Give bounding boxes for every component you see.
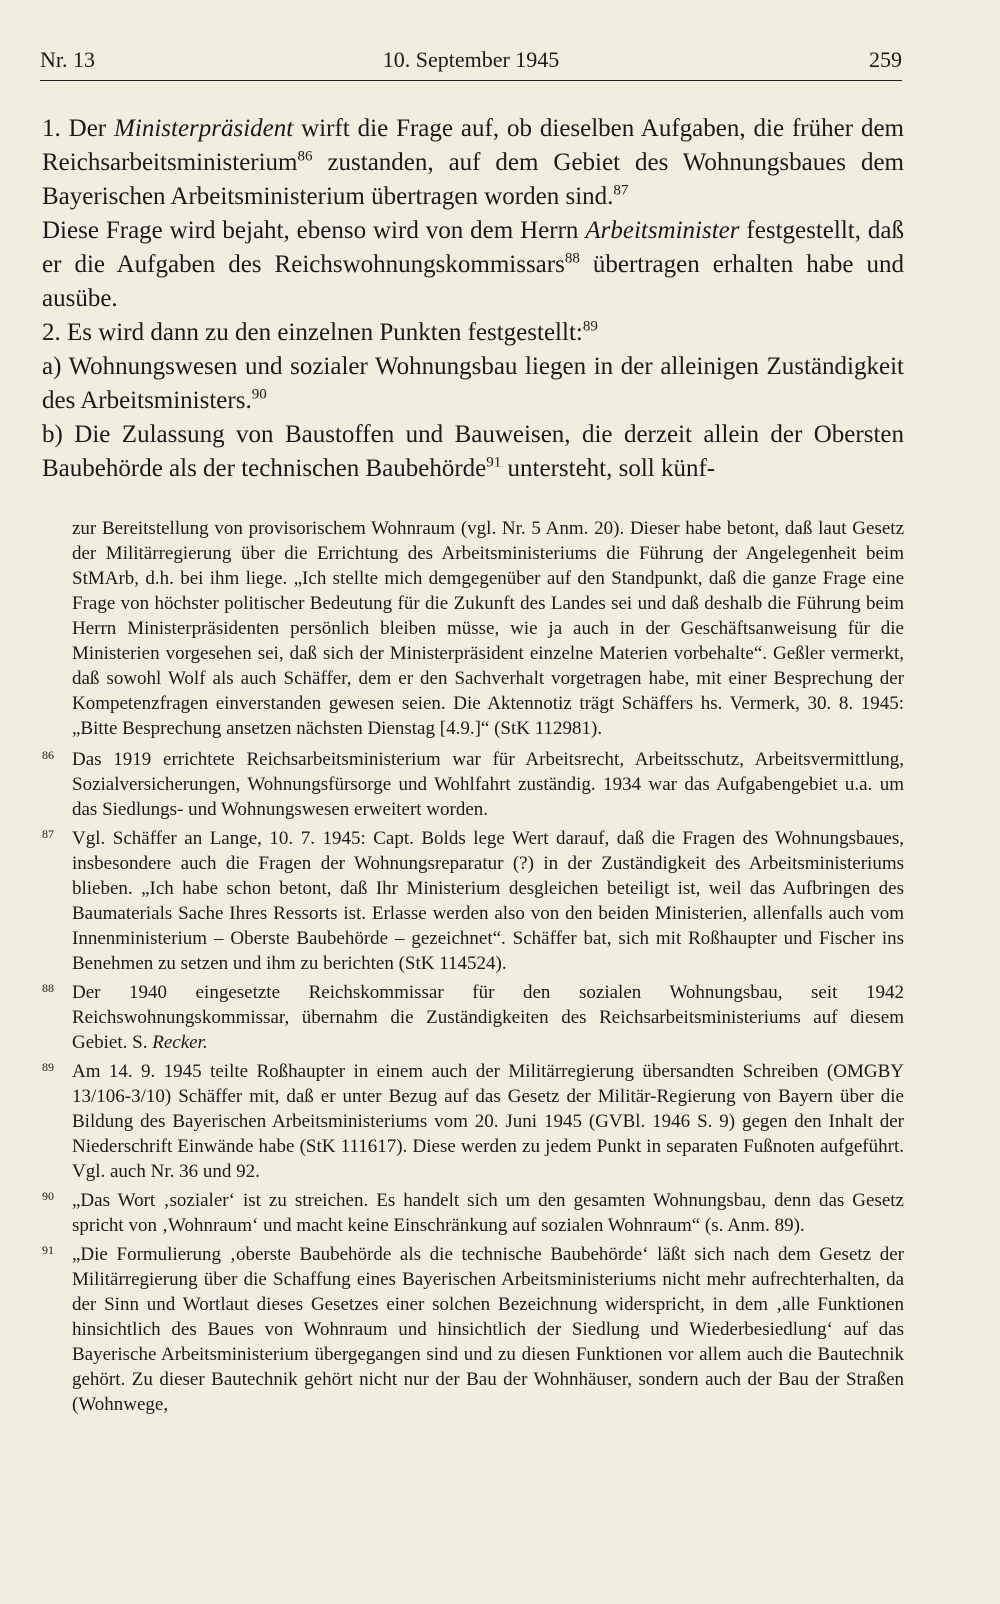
paragraph-1: 1. Der Ministerpräsident wirft die Frage auf, ob dieselben Aufgaben, die früher dem Reichsarbeitsministerium$^{86}$ zustanden, auf dem Gebiet des Wohnungsbaues dem Bayerischen Arbeitsministerium übertragen worden sind.$^{87}$ xyxy=(42,115,904,210)
running-header xyxy=(40,44,902,76)
footnote-number: 86 xyxy=(42,748,54,762)
footnote-text: Vgl. Schäffer an Lange, 10. 7. 1945: Capt. Bolds lege Wert darauf, daß die Fragen des Wohnungsbaues, insbesondere auch die Fragen der Wohnungsreparatur (?) in der Zuständigkeit des Arbeitsministeriums blieben. „Ich habe schon betont, daß Ihr Ministerium desgleichen beteiligt ist, weil das Aufbringen des Baumaterials Sache Ihres Ressorts ist. Erlasse werden also von den beiden Ministerien, allenfalls auch vom Innenministerium – Oberste Baubehörde – gezeichnet“. Schäffer bat, sich mit Roßhaupter und Fischer ins Benehmen zu setzen und ihm zu berichten (StK 114524). xyxy=(72,828,904,974)
footnotes xyxy=(42,516,904,1421)
emphasis: Arbeitsminister xyxy=(585,217,740,244)
paragraph-5: b) Die Zulassung von Baustoffen und Bauweisen, die derzeit allein der Obersten Baubehörde als der technischen Baubehörde$^{91}$ untersteht, soll künf- xyxy=(42,421,904,482)
footnote-86 xyxy=(42,747,904,822)
footnote-ref: 87 xyxy=(613,182,629,199)
footnote-text: „Das Wort ‚sozialer‘ ist zu streichen. Es handelt sich um den gesamten Wohnungsbau, denn das Gesetz spricht von ‚Wohnraum‘ und macht keine Einschränkung auf sozialen Wohnraum“ (s. Anm. 89). xyxy=(72,1190,904,1236)
footnote-text: Der 1940 eingesetzte Reichskommissar für den sozialen Wohnungsbau, seit 1942 Reichswohnungskommissar, übernahm die Zuständigkeiten des Reichsarbeitsministeriums auf diesem Gebiet. S. xyxy=(72,982,904,1053)
footnote-89 xyxy=(42,1059,904,1184)
paragraph-4: a) Wohnungswesen und sozialer Wohnungsbau liegen in der alleinigen Zuständigkeit des Arbeitsministers.$^{90}$ xyxy=(42,353,904,414)
footnote-88 xyxy=(42,980,904,1055)
footnote-91 xyxy=(42,1242,904,1417)
footnote-emphasis: Recker. xyxy=(152,1032,208,1053)
footnote-87 xyxy=(42,826,904,976)
footnote-ref: 88 xyxy=(564,250,580,267)
emphasis: Ministerpräsident xyxy=(114,115,294,142)
footnote-number: 88 xyxy=(42,981,54,995)
footnote-number: 87 xyxy=(42,827,54,841)
footnote-text: „Die Formulierung ‚oberste Baubehörde als die technische Baubehörde‘ läßt sich nach dem Gesetz der Militärregierung über die Schaffung eines Bayerischen Arbeitsministeriums nicht mehr aufrechterhalten, da der Sinn und Wortlaut dieses Gesetzes einer solchen Bezeichnung widerspricht, in dem ‚alle Funktionen hinsichtlich des Baues von Wohnraum und hinsichtlich der Siedlung und Wiederbesiedlung‘ auf das Bayerische Arbeitsministerium übergegangen sind und zu diesen Funktionen vor allem auch die Bautechnik gehört. Zu dieser Bautechnik gehört nicht nur der Bau der Wohnhäuser, sondern auch der Bau der Straßen (Wohnwege, xyxy=(72,1244,904,1415)
page-number: 259 xyxy=(869,47,902,72)
footnote-ref: 91 xyxy=(486,454,502,471)
footnote-number: 89 xyxy=(42,1060,54,1074)
footnote-ref: 89 xyxy=(582,318,598,335)
header-rule xyxy=(40,80,902,81)
paragraph-2: Diese Frage wird bejaht, ebenso wird von dem Herrn Arbeitsminister festgestellt, daß er die Aufgaben des Reichswohnungskommissars$^{88}$ übertragen erhalten habe und ausübe. xyxy=(42,217,904,312)
footnote-ref: 90 xyxy=(251,386,267,403)
paragraph-3: 2. Es wird dann zu den einzelnen Punkten festgestellt:$^{89}$ xyxy=(42,318,598,346)
document-number: Nr. 13 xyxy=(40,47,95,72)
footnote-text: Das 1919 errichtete Reichsarbeitsministerium war für Arbeitsrecht, Arbeitsschutz, Arbeitsvermittlung, Sozialversicherungen, Wohnungsfürsorge und Wohlfahrt zuständig. 1934 war das Aufgabengebiet u.a. um das Siedlungs- und Wohnungswesen erweitert worden. xyxy=(72,749,904,820)
footnote-number: 90 xyxy=(42,1189,54,1203)
footnote-ref: 86 xyxy=(297,148,313,165)
main-text xyxy=(42,112,904,486)
footnote-90 xyxy=(42,1188,904,1238)
footnote-continuation: zur Bereitstellung von provisorischem Wohnraum (vgl. Nr. 5 Anm. 20). Dieser habe betont, daß laut Gesetz der Militärregierung über die Errichtung des Arbeitsministeriums die Führung der Angelegenheit beim StMArb, d.h. bei ihm liege. „Ich stellte mich demgegenüber auf den Standpunkt, daß die ganze Frage eine Frage von höchster politischer Bedeutung für die Zukunft des Landes sei und daß deshalb die Führung beim Herrn Ministerpräsidenten persönlich bleiben müsse, wie ja auch in der Geschäftsanweisung für die Ministerien vorgesehen sei, daß sich der Ministerpräsident einzelne Materien vorbehalte“. Geßler vermerkt, daß sowohl Wolf als auch Schäffer, dem er den Sachverhalt vorgetragen habe, mit einer Besprechung der Kompetenzfragen einverstanden gewesen seien. Die Aktennotiz trägt Schäffers hs. Vermerk, 30. 8. 1945: „Bitte Besprechung ansetzen nächsten Dienstag [4.9.]“ (StK 112981). xyxy=(72,518,904,739)
footnote-text: Am 14. 9. 1945 teilte Roßhaupter in einem auch der Militärregierung übersandten Schreiben (OMGBY 13/106-3/10) Schäffer mit, daß er unter Bezug auf das Gesetz der Militär-Regierung von Bayern über die Bildung des Bayerischen Arbeitsministeriums vom 20. Juni 1945 (GVBl. 1946 S. 9) gegen den Inhalt der Niederschrift Einwände habe (StK 111617). Diese werden zu jedem Punkt in separaten Fußnoten aufgeführt. Vgl. auch Nr. 36 und 92. xyxy=(72,1061,904,1182)
footnote-number: 91 xyxy=(42,1243,54,1257)
document-date: 10. September 1945 xyxy=(382,47,560,72)
